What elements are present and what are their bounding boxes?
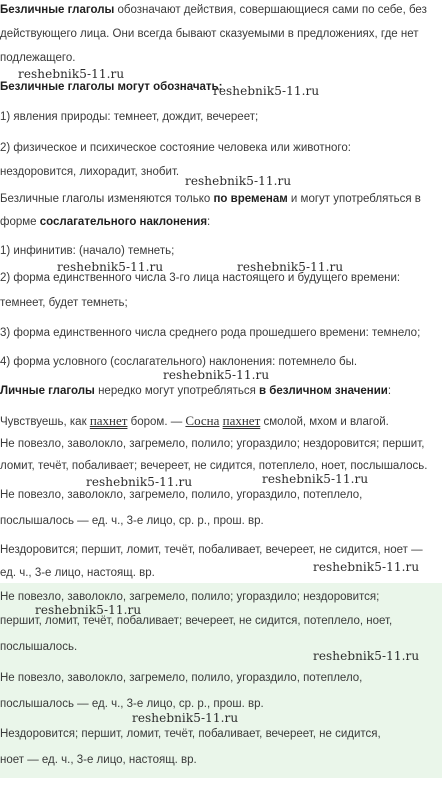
text: Безличные глаголы изменяются только [0, 193, 214, 205]
text: бором. — [127, 416, 186, 428]
watermark: reshebnik5-11.ru [213, 84, 320, 98]
term-bold: Личные глаголы [0, 385, 95, 397]
answer-line: послышалось — ед. ч., 3-е лицо, ср. р., прош. вр. [0, 698, 264, 710]
text: : [387, 385, 392, 397]
exercise-line: Нездоровится; першит, ломит, течёт, побаливает, вечереет, не сидится, ноет — [0, 544, 423, 556]
watermark: reshebnik5-11.ru [313, 649, 420, 663]
term-bold: по временам [213, 193, 288, 205]
exercise-line: ед. ч., 3-е лицо, настоящ. вр. [0, 567, 155, 579]
list-item: 2) физическое и психическое состояние человека или животного: [0, 142, 351, 154]
watermark: reshebnik5-11.ru [57, 260, 164, 274]
paragraph-line [0, 3, 427, 18]
answer-line: Не повезло, заволокло, загремело, полило; угораздило; нездоровится; [0, 591, 380, 603]
watermark: reshebnik5-11.ru [262, 472, 369, 486]
paragraph-line [0, 384, 391, 399]
paragraph-line: подлежащего. [0, 52, 76, 64]
text: обозначают действия, совершающиеся сами по себе, без [114, 4, 427, 16]
watermark: reshebnik5-11.ru [86, 475, 193, 489]
list-item: 4) форма условного (сослагательного) наклонения: потемнело бы. [0, 356, 358, 368]
answer-line: першит, ломит, течёт, побаливает; вечереет, не сидится, потеплело, ноет, [0, 615, 393, 627]
exercise-line: послышалось — ед. ч., 3-е лицо, ср. р., прош. вр. [0, 515, 264, 527]
example-sentence [0, 413, 389, 430]
answer-line: Нездоровится; першит, ломит, течёт, побаливает, вечереет, не сидится, [0, 728, 381, 740]
paragraph-line: темнеет, будет темнеть; [0, 297, 128, 309]
watermark: reshebnik5-11.ru [132, 711, 239, 725]
predicate-underlined: пахнет [222, 413, 261, 428]
watermark: reshebnik5-11.ru [18, 67, 125, 81]
paragraph-line: нездоровится, лихорадит, знобит. [0, 166, 180, 178]
subject-underlined: Сосна [185, 413, 220, 428]
answer-line: Не повезло, заволокло, загремело, полило, угораздило, потеплело, [0, 672, 363, 684]
text: смолой, мхом и влагой. [260, 416, 389, 428]
text: : [207, 216, 211, 228]
exercise-line: Не повезло, заволокло, загремело, полило; угораздило; нездоровится; першит, [0, 438, 425, 450]
answer-line: послышалось. [0, 641, 78, 653]
text: Чувствуешь, как [0, 416, 90, 428]
watermark: reshebnik5-11.ru [237, 260, 344, 274]
text: и могут употребляться в [287, 193, 421, 205]
paragraph-line [0, 192, 421, 207]
list-item: 2) форма единственного числа 3-го лица настоящего и будущего времени: [0, 272, 401, 284]
watermark: reshebnik5-11.ru [313, 560, 420, 574]
watermark: reshebnik5-11.ru [35, 603, 142, 617]
watermark: reshebnik5-11.ru [163, 368, 270, 382]
list-item: 1) явления природы: темнеет, дождит, вечереет; [0, 111, 259, 123]
watermark: reshebnik5-11.ru [185, 174, 292, 188]
paragraph-line [0, 215, 210, 230]
text: форме [0, 216, 40, 228]
exercise-line: Не повезло, заволокло, загремело, полило, угораздило, потеплело, [0, 489, 363, 501]
term-bold: Безличные глаголы [0, 4, 115, 16]
exercise-line: ломит, течёт, побаливает; вечереет, не сидится, потеплело, ноет, послышалось. [0, 460, 428, 472]
term-bold: в безличном значении [259, 385, 388, 397]
text: нередко могут употребляться [94, 385, 260, 397]
answer-line: ноет — ед. ч., 3-е лицо, настоящ. вр. [0, 754, 197, 766]
term-bold: сослагательного наклонения [39, 216, 208, 228]
heading-line: Безличные глаголы могут обозначать: [0, 81, 223, 93]
paragraph-line: действующего лица. Они всегда бывают сказуемыми в предложениях, где нет [0, 28, 419, 40]
predicate-underlined: пахнет [89, 413, 128, 428]
list-item: 1) инфинитив: (начало) темнеть; [0, 245, 175, 257]
list-item: 3) форма единственного числа среднего рода прошедшего времени: темнело; [0, 327, 421, 339]
